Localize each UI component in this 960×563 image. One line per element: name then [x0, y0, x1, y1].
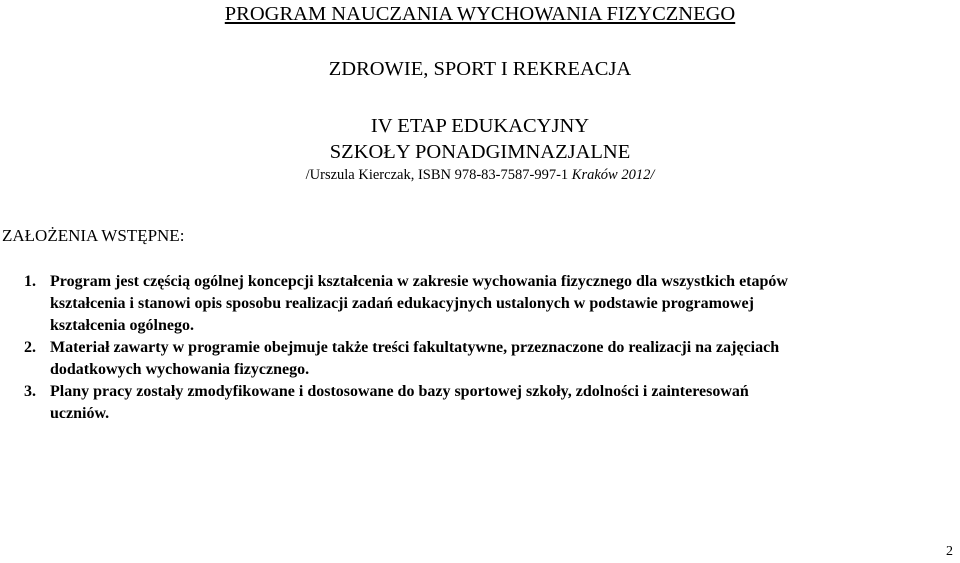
assumptions-list: [24, 271, 944, 425]
assumption-number: 3.: [24, 383, 36, 400]
author-isbn-text: /Urszula Kierczak, ISBN 978-83-7587-997-1: [305, 167, 572, 183]
page-number: 2: [946, 544, 953, 559]
assumption-item: [24, 271, 944, 337]
assumption-text-line: uczniów.: [50, 405, 110, 422]
assumption-number: 1.: [24, 273, 36, 290]
assumption-number: 2.: [24, 339, 36, 356]
school-type-line: SZKOŁY PONADGIMNAZJALNE: [329, 141, 631, 163]
publication-place-year: Kraków 2012/: [571, 167, 655, 183]
assumption-text-line: Program jest częścią ogólnej koncepcji kształcenia w zakresie wychowania fizycznego dla wszystkich etapów: [50, 273, 788, 290]
assumption-text-line: dodatkowych wychowania fizycznego.: [50, 361, 310, 378]
assumption-item: [24, 337, 944, 381]
assumption-text-line: kształcenia ogólnego.: [50, 317, 194, 334]
assumption-item: [24, 381, 944, 425]
education-stage-heading: [0, 113, 960, 165]
assumption-text-line: Materiał zawarty w programie obejmuje także treści fakultatywne, przeznaczone do realizacji na zajęciach: [50, 339, 780, 356]
assumption-text-line: Plany pracy zostały zmodyfikowane i dostosowane do bazy sportowej szkoły, zdolności i zainteresowań: [50, 383, 749, 400]
assumptions-heading: ZAŁOŻENIA WSTĘPNE:: [2, 226, 185, 245]
document-main-title: PROGRAM NAUCZANIA WYCHOWANIA FIZYCZNEGO: [224, 3, 736, 25]
author-isbn-line: [0, 166, 960, 184]
education-stage-line: IV ETAP EDUKACYJNY: [370, 115, 590, 137]
document-subtitle: ZDROWIE, SPORT I REKREACJA: [328, 58, 632, 80]
assumption-text-line: kształcenia i stanowi opis sposobu realizacji zadań edukacyjnych ustalonych w podstawie programowej: [50, 295, 754, 312]
